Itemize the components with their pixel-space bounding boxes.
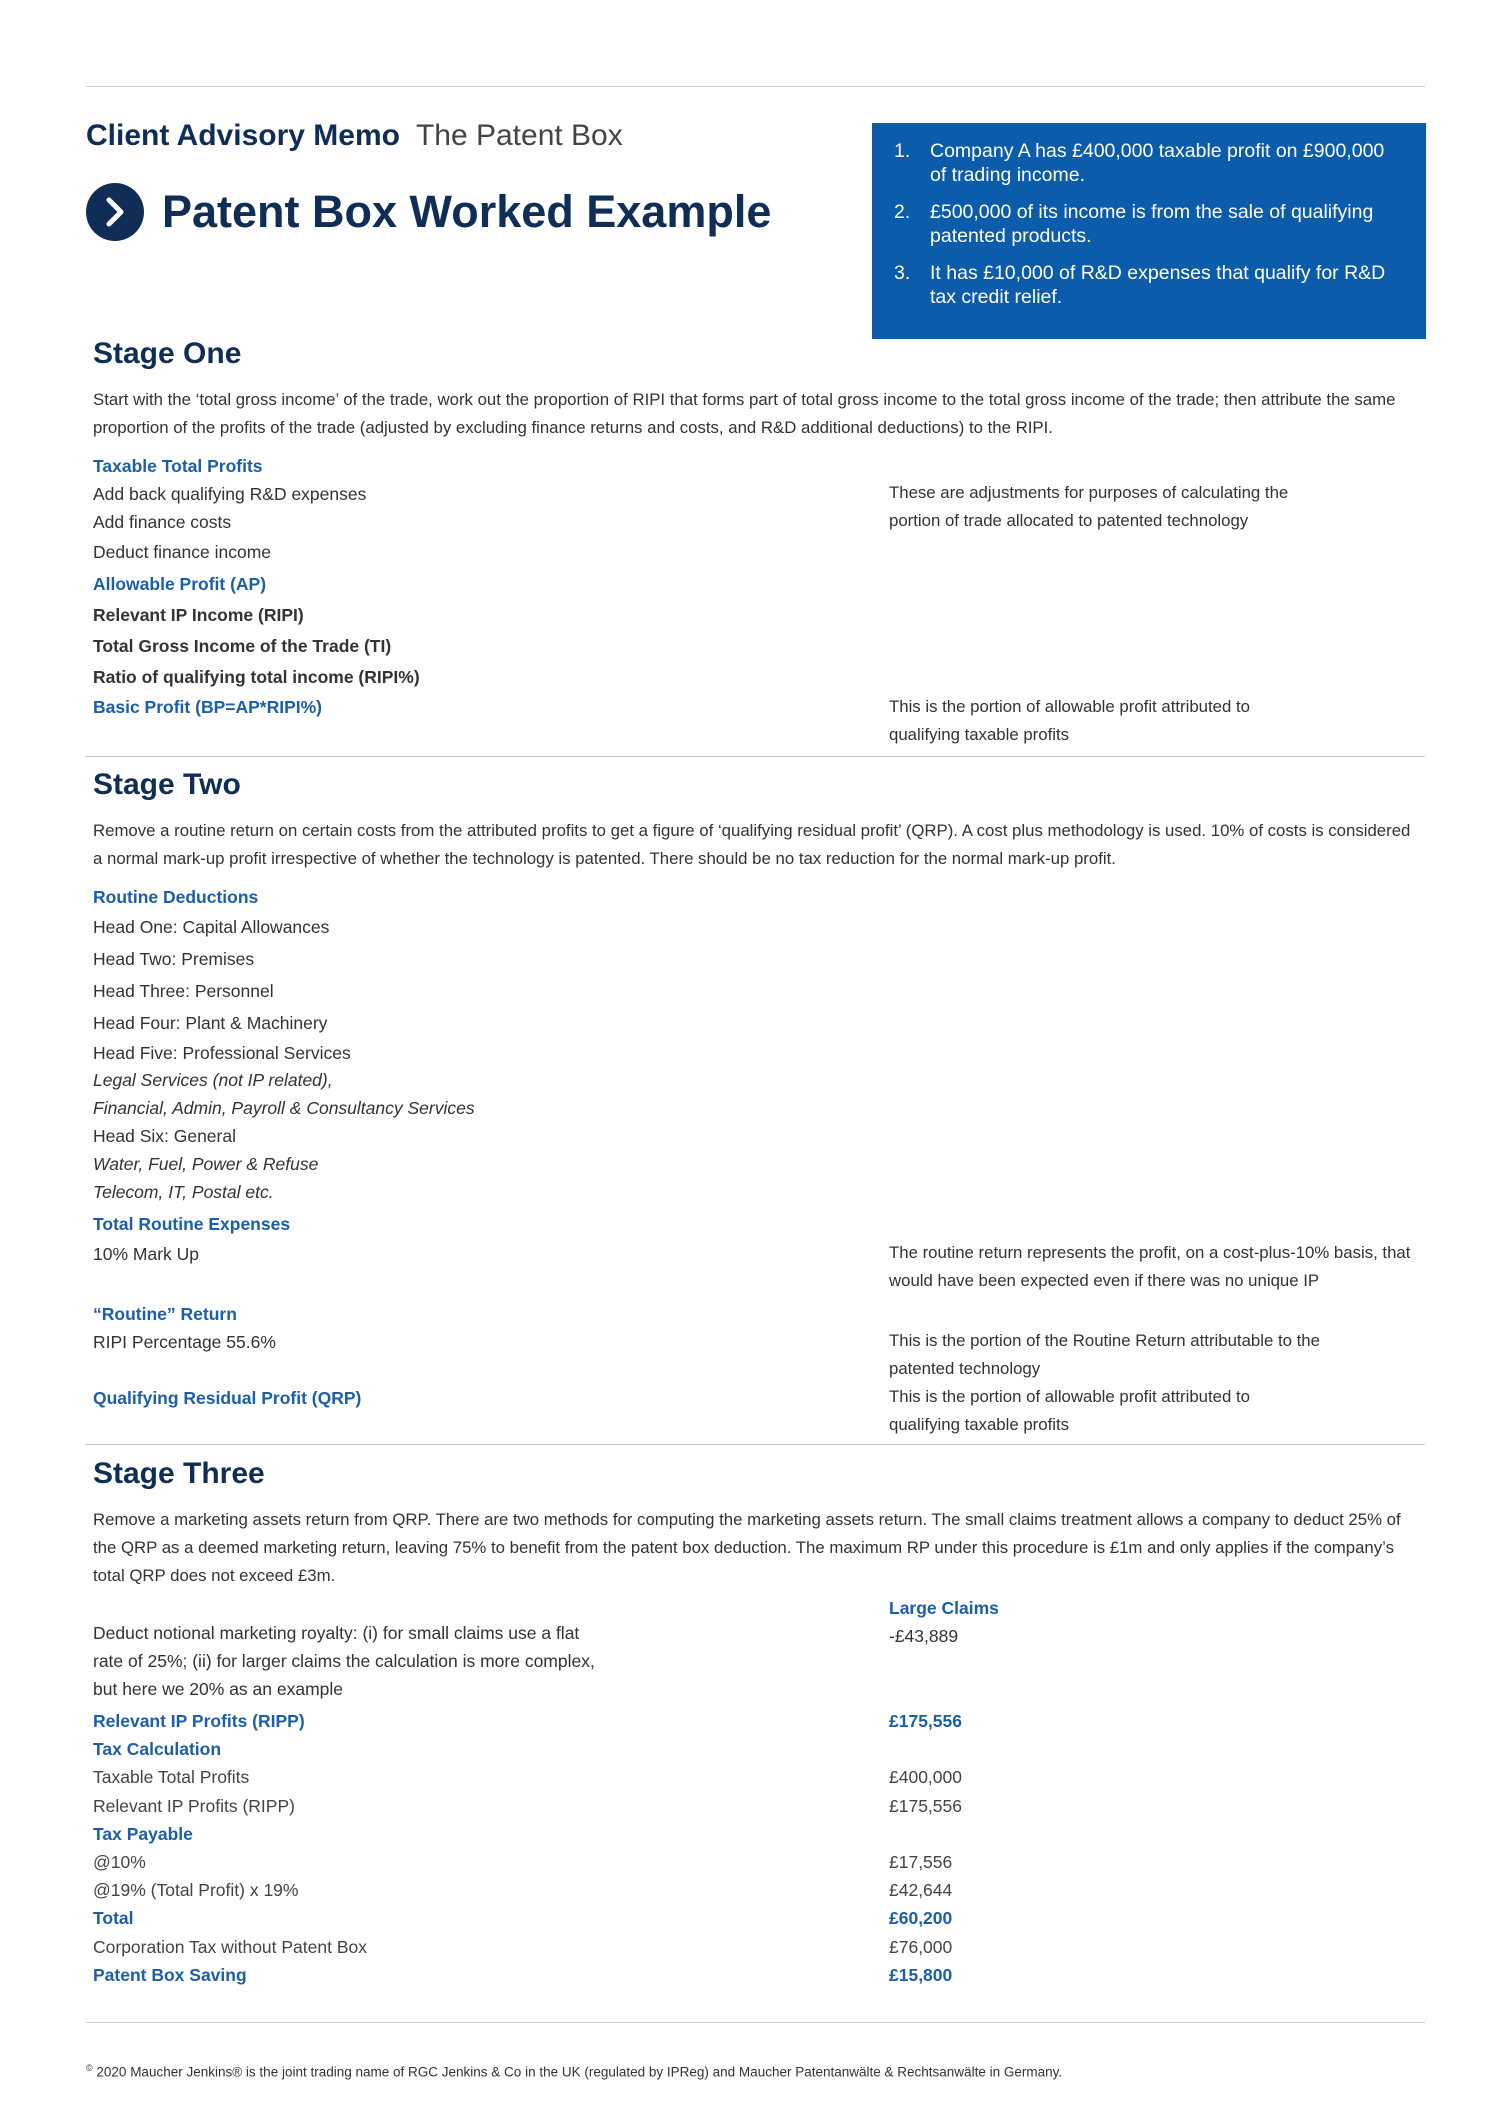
row-label: “Routine” Return [93,1304,237,1324]
chevron-right-icon [86,183,144,241]
summary-text: It has £10,000 of R&D expenses that qualify for R&D tax credit relief. [930,262,1386,308]
note-markup: The routine return represents the profit, on a cost-plus-10% basis, that would have been expected even if there was no unique IP [889,1243,1411,1290]
summary-item [894,261,1404,309]
row-label: Taxable Total Profits [93,456,263,476]
page-title: Patent Box Worked Example [162,186,772,237]
row-label: RIPI Percentage 55.6% [93,1332,276,1352]
row-label: @10% [93,1852,146,1872]
row-label: Head Four: Plant & Machinery [93,1013,328,1033]
row-label: Head Five: Professional Services [93,1043,351,1063]
row-large: £17,556 [889,1852,953,1872]
row-label: Add back qualifying R&D expenses [93,484,367,504]
stage-three-title: Stage Three [93,1457,265,1490]
row-large: £76,000 [889,1937,953,1957]
copyright-symbol: © [86,2063,93,2073]
row-large: £15,800 [889,1965,953,1985]
row-large: £175,556 [889,1796,962,1816]
summary-item [894,200,1404,248]
summary-list [894,139,1404,309]
stage-divider [86,756,1425,757]
row-label: Tax Calculation [93,1739,222,1759]
note-adjustments: These are adjustments for purposes of calculating the portion of trade allocated to patented technology [889,483,1289,530]
row-label: Head Three: Personnel [93,981,274,1001]
summary-num: 3. [894,262,911,284]
royalty-label: Deduct notional marketing royalty: (i) for small claims use a flat rate of 25%; (ii) for larger claims the calculation is more complex, but here we 20% as an example [93,1623,595,1699]
note-qrp: This is the portion of allowable profit attributed to qualifying taxable profits [889,1387,1250,1434]
col-large-claims: Large Claims [889,1598,999,1618]
summary-num: 2. [894,201,911,223]
summary-num: 1. [894,140,911,162]
row-label: Financial, Admin, Payroll & Consultancy Services [93,1098,475,1118]
row-label: @19% (Total Profit) x 19% [93,1880,299,1900]
row-label: Total Routine Expenses [93,1214,291,1234]
row-large: £60,200 [889,1908,953,1928]
row-label: Allowable Profit (AP) [93,574,267,594]
title-row [86,182,771,242]
stage-two-intro: Remove a routine return on certain costs from the attributed profits to get a figure of ‘qualifying residual profit’ (QRP). A cost plus methodology is used. 10% of costs is considered a normal mark-up profit irrespective of whether the technology is patented. There should be no tax reduction for the normal mark-up profit. [93,821,1411,868]
stage-two-title: Stage Two [93,768,241,801]
row-label: Relevant IP Income (RIPI) [93,605,304,625]
footer-text: 2020 Maucher Jenkins® is the joint trading name of RGC Jenkins & Co in the UK (regulated by IPReg) and Maucher Patentanwälte & Rechtsanwälte in Germany. [96,2064,1063,2080]
stage-one-intro: Start with the ‘total gross income’ of the trade, work out the proportion of RIPI that forms part of total gross income to the total gross income of the trade; then attribute the same proportion of the profits of the trade (adjusted by excluding finance returns and costs, and R&D additional deductions) to the RIPI. [93,390,1396,437]
row-label: Corporation Tax without Patent Box [93,1937,368,1957]
row-large: £400,000 [889,1767,962,1787]
row-label: Legal Services (not IP related), [93,1070,333,1090]
memo-header [86,118,623,154]
row-label: Total Gross Income of the Trade (TI) [93,636,392,656]
top-divider [86,86,1425,87]
row-label: Water, Fuel, Power & Refuse [93,1154,319,1174]
note-basic-profit: This is the portion of allowable profit attributed to qualifying taxable profits [889,697,1250,744]
footer-divider [86,2022,1425,2023]
row-label: Tax Payable [93,1824,193,1844]
row-large: £42,644 [889,1880,953,1900]
row-large: £175,556 [889,1711,962,1731]
row-label: Head Two: Premises [93,949,255,969]
row-label: Relevant IP Profits (RIPP) [93,1711,305,1731]
row-label: Basic Profit (BP=AP*RIPI%) [93,697,323,717]
row-label: 10% Mark Up [93,1244,200,1264]
stage-divider [86,1444,1425,1445]
row-label: Total [93,1908,134,1928]
note-ripi: This is the portion of the Routine Return attributable to the patented technology [889,1331,1320,1378]
row-label: Patent Box Saving [93,1965,247,1985]
memo-subtitle: The Patent Box [415,119,623,152]
footer [86,2063,1062,2080]
royalty-large: -£43,889 [889,1626,959,1646]
row-label: Taxable Total Profits [93,1767,250,1787]
row-label: Deduct finance income [93,542,272,562]
row-label: Qualifying Residual Profit (QRP) [93,1388,362,1408]
row-label: Telecom, IT, Postal etc. [93,1182,274,1202]
summary-text: £500,000 of its income is from the sale of qualifying patented products. [930,201,1374,247]
stage-three-intro: Remove a marketing assets return from QRP. There are two methods for computing the marketing assets return. The small claims treatment allows a company to deduct 25% of the QRP as a deemed marketing return, leaving 75% to benefit from the patent box deduction. The maximum RP under this procedure is £1m and only applies if the company’s total QRP does not exceed £3m. [93,1510,1401,1585]
row-label: Add finance costs [93,512,232,532]
row-label: Routine Deductions [93,887,259,907]
row-label: Head Six: General [93,1126,236,1146]
memo-brand: Client Advisory Memo [86,119,400,152]
summary-box [872,123,1426,339]
row-label: Head One: Capital Allowances [93,917,330,937]
summary-text: Company A has £400,000 taxable profit on £900,000 of trading income. [930,140,1385,186]
row-label: Relevant IP Profits (RIPP) [93,1796,295,1816]
stage-one-title: Stage One [93,337,242,370]
row-label: Ratio of qualifying total income (RIPI%) [93,667,420,687]
summary-item [894,139,1404,187]
